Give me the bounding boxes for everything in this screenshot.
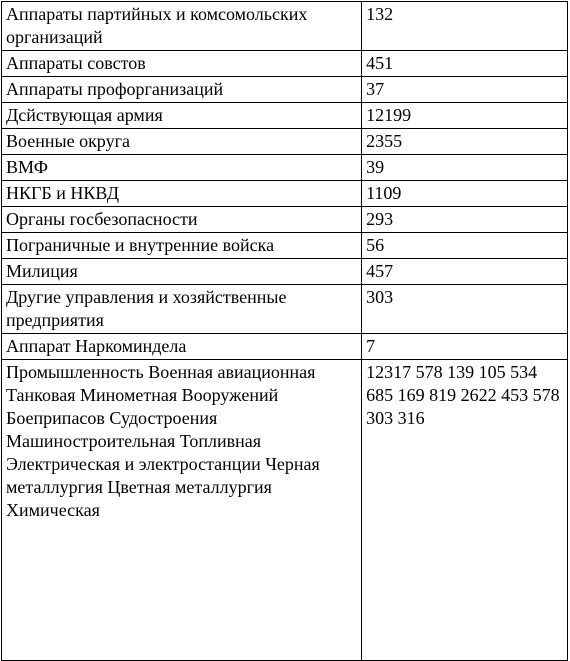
row-name-cell: Аппараты партийных и комсомольских организаций: [2, 2, 362, 51]
table-row: [2, 103, 568, 129]
row-name-cell: ВМФ: [2, 155, 362, 181]
row-value-cell: 1109: [362, 181, 568, 207]
row-name-cell: Военные округа: [2, 129, 362, 155]
table-row: [2, 233, 568, 259]
row-value-cell: 7: [362, 334, 568, 360]
row-value-cell: 39: [362, 155, 568, 181]
row-value-cell: 303: [362, 285, 568, 334]
row-value-cell: 451: [362, 51, 568, 77]
row-value-cell: 2355: [362, 129, 568, 155]
row-name-cell: Другие управления и хозяйственные предприятия: [2, 285, 362, 334]
row-value-cell: 37: [362, 77, 568, 103]
row-value-cell: 132: [362, 2, 568, 51]
row-value-cell: 12317 578 139 105 534 685 169 819 2622 453 578 303 316: [362, 360, 568, 661]
table-row: [2, 259, 568, 285]
row-value-cell: 12199: [362, 103, 568, 129]
row-name-cell: Органы госбезопасности: [2, 207, 362, 233]
data-table: [1, 1, 568, 661]
row-name-cell: Аппараты профорганизаций: [2, 77, 362, 103]
table-row: [2, 77, 568, 103]
row-name-cell: Аппарат Наркоминдела: [2, 334, 362, 360]
row-value-cell: 56: [362, 233, 568, 259]
row-name-cell: НКГБ и НКВД: [2, 181, 362, 207]
table-row: [2, 181, 568, 207]
table-row: [2, 129, 568, 155]
table-row: [2, 207, 568, 233]
row-name-cell: Промышленность Военная авиационная Танковая Минометная Вооружений Боеприпасов Судостроения Машиностроительная Топливная Электрическая и электростанции Черная металлургия Цветная металлургия Химическая: [2, 360, 362, 661]
table-row: [2, 285, 568, 334]
row-name-cell: Милиция: [2, 259, 362, 285]
table-row: [2, 334, 568, 360]
table-row: [2, 360, 568, 661]
table-row: [2, 51, 568, 77]
row-name-cell: Пограничные и внутренние войска: [2, 233, 362, 259]
table-row: [2, 2, 568, 51]
row-name-cell: Дсйствующая армия: [2, 103, 362, 129]
row-value-cell: 457: [362, 259, 568, 285]
row-name-cell: Аппараты совстов: [2, 51, 362, 77]
table-row: [2, 155, 568, 181]
row-value-cell: 293: [362, 207, 568, 233]
